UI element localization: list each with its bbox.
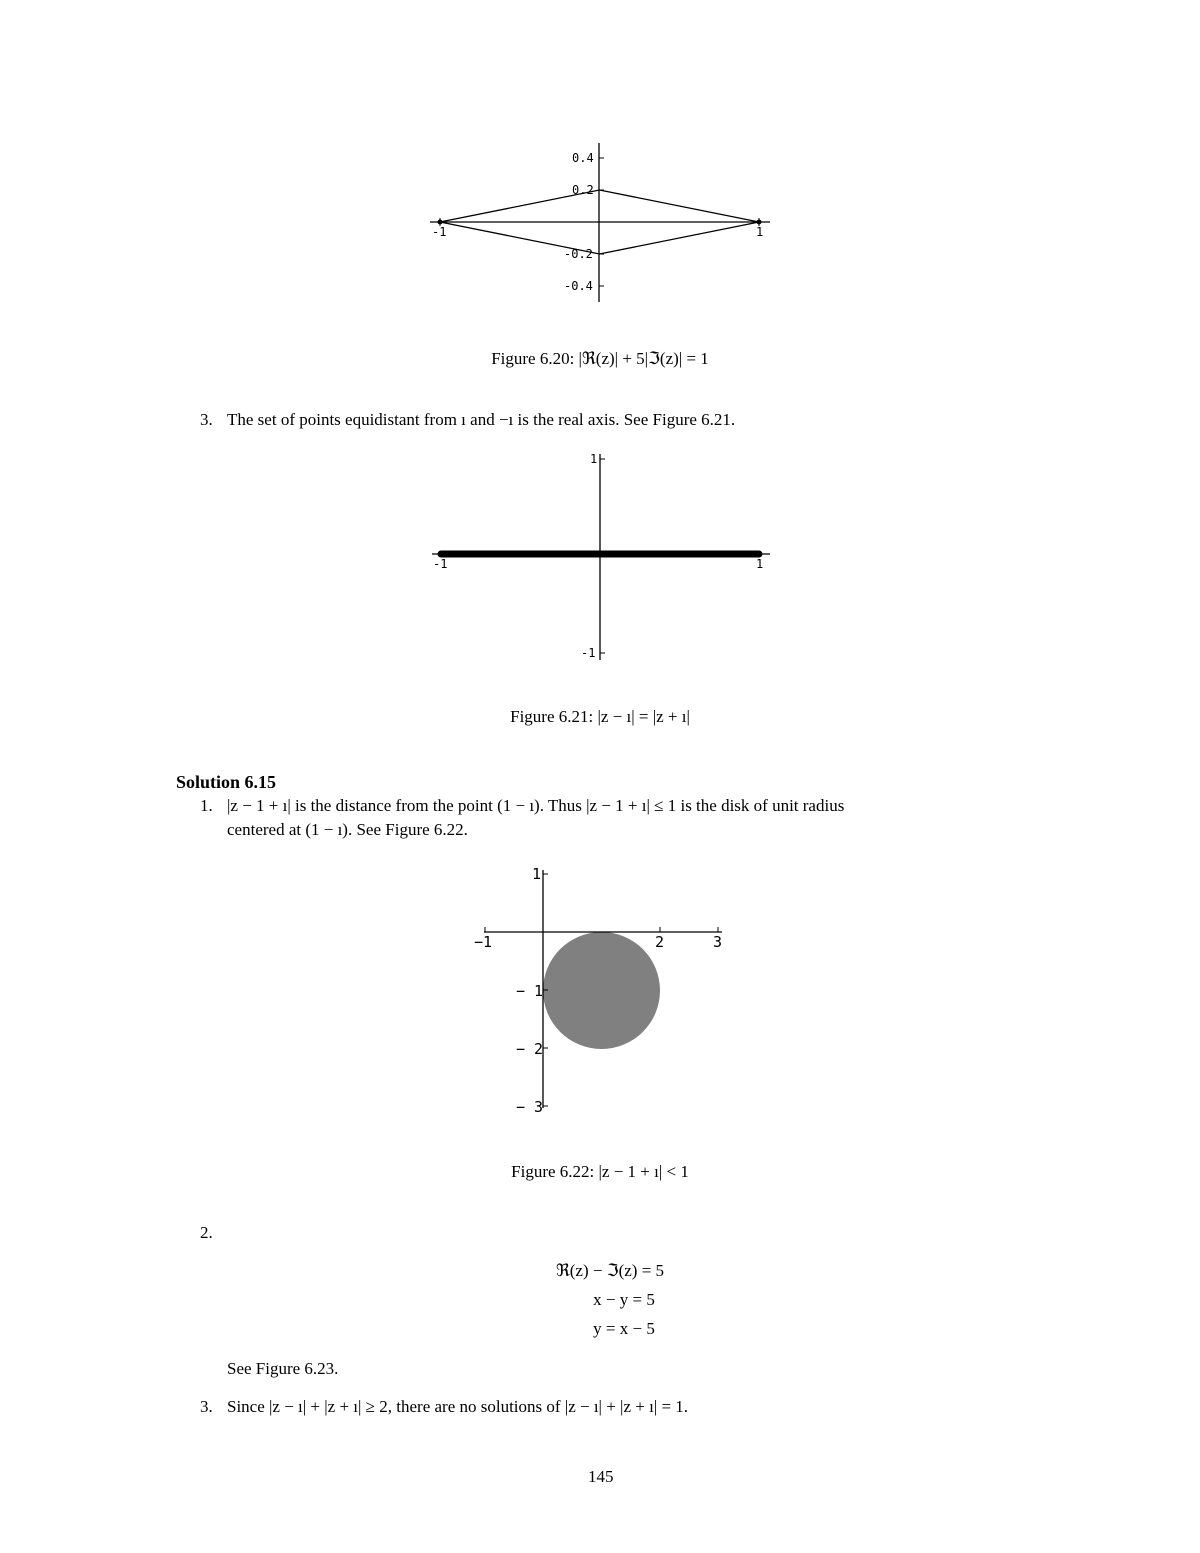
list-item-text: Since |z − ı| + |z + ı| ≥ 2, there are no solutions of |z − ı| + |z + ı| = 1.: [227, 1397, 689, 1416]
solution-heading: Solution 6.15: [176, 772, 277, 792]
figure-6-21-y-tick-label: 1: [590, 452, 598, 466]
page-number: 145: [588, 1467, 614, 1486]
figure-6-20-x-tick-label: -1: [432, 225, 447, 239]
figure-6-21-x-tick-label: 1: [756, 557, 764, 571]
figure-6-21-caption: Figure 6.21: |z − ı| = |z + ı|: [510, 707, 690, 726]
figure-6-22-y-tick-label: − 1: [516, 982, 544, 1000]
equation-line: y = x − 5: [593, 1319, 655, 1338]
equation-line: ℜ(z) − ℑ(z) = 5: [555, 1261, 665, 1280]
list-item-text: See Figure 6.23.: [227, 1359, 339, 1378]
equation-line: x − y = 5: [593, 1290, 655, 1309]
list-item-text: |z − 1 + ı| is the distance from the point (1 − ı). Thus |z − 1 + ı| ≤ 1 is the disk of unit radius: [227, 796, 845, 815]
figure-6-22-x-tick-label: 3: [713, 933, 723, 951]
figure-6-20-y-tick-label: 0.4: [572, 151, 594, 165]
figure-6-22-x-tick-label: 2: [655, 933, 665, 951]
figure-6-22-y-tick-label: − 3: [516, 1098, 544, 1116]
figure-6-20-y-tick-label: -0.4: [564, 279, 593, 293]
list-item-number: 3.: [200, 1397, 213, 1416]
figure-6-21-x-tick-label: -1: [433, 557, 448, 571]
list-item-number: 3.: [200, 410, 213, 429]
figure-6-22-y-tick-label: − 2: [516, 1040, 544, 1058]
figure-6-22-disk: [543, 932, 660, 1049]
list-item-text: centered at (1 − ı). See Figure 6.22.: [227, 820, 468, 839]
figure-6-22-y-tick-label: 1: [532, 865, 542, 883]
figure-6-22-plot: [0, 860, 1200, 1120]
figure-6-20-x-tick-label: 1: [756, 225, 764, 239]
figure-6-21-plot: [0, 440, 1200, 670]
figure-6-20-vertex-right: [757, 220, 762, 225]
figure-6-21-y-tick-label: -1: [581, 646, 596, 660]
list-item-number: 1.: [200, 796, 213, 815]
figure-6-22-caption: Figure 6.22: |z − 1 + ı| < 1: [511, 1162, 689, 1181]
figure-6-20-vertex-left: [438, 220, 443, 225]
figure-6-20-plot: [0, 0, 1200, 320]
figure-6-20-y-tick-label: 0.2: [572, 183, 594, 197]
list-item-text: The set of points equidistant from ı and −ı is the real axis. See Figure 6.21.: [227, 410, 736, 429]
list-item-number: 2.: [200, 1223, 213, 1242]
figure-6-20-y-tick-label: -0.2: [564, 247, 593, 261]
figure-6-22-x-tick-label: −1: [474, 933, 493, 951]
figure-6-20-axes: [430, 143, 770, 302]
figure-6-20-caption: Figure 6.20: |ℜ(z)| + 5|ℑ(z)| = 1: [491, 349, 709, 368]
